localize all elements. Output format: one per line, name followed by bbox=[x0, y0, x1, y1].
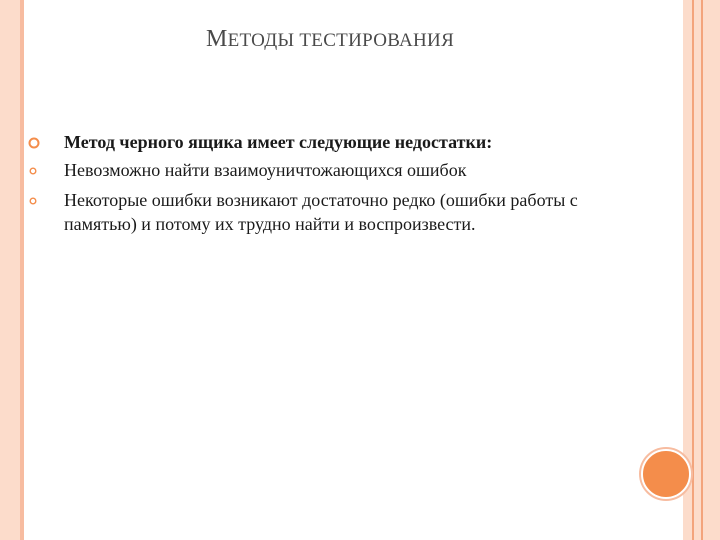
right-border-line bbox=[701, 0, 703, 540]
title-rest: ЕТОДЫ ТЕСТИРОВАНИЯ bbox=[227, 30, 455, 51]
small-circle-icon bbox=[29, 197, 37, 205]
bullet-list bbox=[28, 130, 648, 242]
bullet-item bbox=[28, 188, 648, 236]
decorative-circle bbox=[641, 449, 691, 499]
circle-outline-icon bbox=[28, 137, 40, 149]
bullet-text: Метод черного ящика имеет следующие недостатки: bbox=[64, 132, 493, 152]
right-border-line bbox=[692, 0, 694, 540]
left-decorative-border bbox=[0, 0, 20, 540]
bullet-item bbox=[28, 130, 648, 154]
left-border-line bbox=[20, 0, 24, 540]
bullet-item bbox=[28, 158, 648, 182]
title-first-letter: М bbox=[205, 26, 228, 52]
slide-title bbox=[140, 26, 520, 53]
small-circle-icon bbox=[29, 167, 37, 175]
bullet-text: Невозможно найти взаимоуничтожающихся ошибок bbox=[64, 160, 467, 180]
bullet-text: Некоторые ошибки возникают достаточно редко (ошибки работы с памятью) и потому их трудно найти и воспроизвести. bbox=[64, 190, 578, 234]
